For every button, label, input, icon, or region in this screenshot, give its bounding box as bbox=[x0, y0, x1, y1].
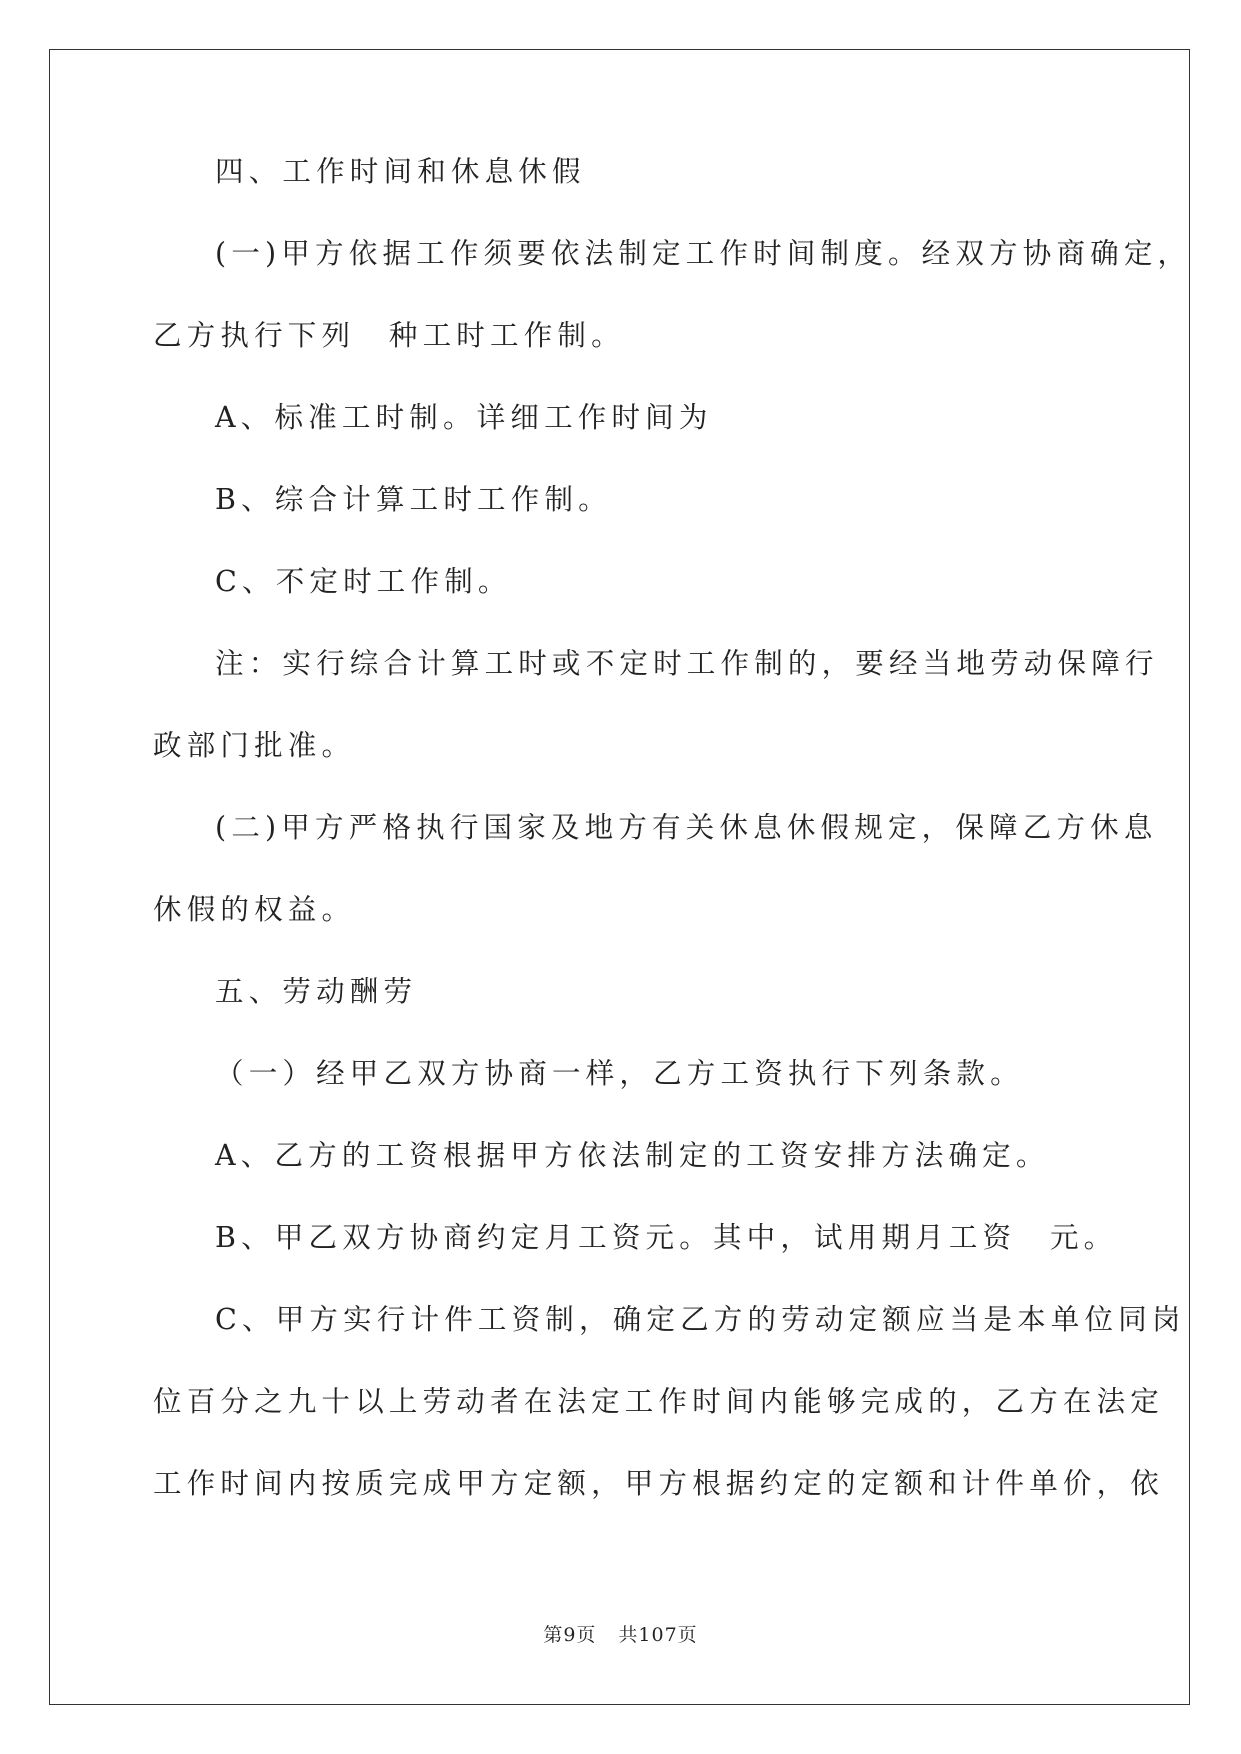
wage-option-c-line-3: 工作时间内按质完成甲方定额，甲方根据约定的定额和计件单价，依 bbox=[153, 1467, 1165, 1500]
clause-4-1-line-2: 乙方执行下列 种工时工作制。 bbox=[153, 319, 625, 352]
wage-option-c-line-1: C、甲方实行计件工资制，确定乙方的劳动定额应当是本单位同岗 bbox=[215, 1303, 1186, 1336]
clause-4-2-line-1: (二)甲方严格执行国家及地方有关休息休假规定，保障乙方休息 bbox=[215, 811, 1158, 844]
wage-option-c-line-2: 位百分之九十以上劳动者在法定工作时间内能够完成的，乙方在法定 bbox=[153, 1385, 1165, 1418]
note-line-1: 注：实行综合计算工时或不定时工作制的，要经当地劳动保障行 bbox=[215, 647, 1159, 680]
wage-option-a: A、乙方的工资根据甲方依法制定的工资安排方法确定。 bbox=[215, 1139, 1050, 1172]
page-total: 共107页 bbox=[618, 1624, 698, 1646]
option-a: A、标准工时制。详细工作时间为 bbox=[215, 401, 713, 434]
clause-4-1-line-1: (一)甲方依据工作须要依法制定工作时间制度。经双方协商确定， bbox=[215, 237, 1192, 270]
option-c: C、不定时工作制。 bbox=[215, 565, 512, 598]
section-heading-5: 五、劳动酬劳 bbox=[215, 975, 418, 1008]
page-number: 第9页 bbox=[543, 1624, 597, 1646]
clause-5-1: （一）经甲乙双方协商一样，乙方工资执行下列条款。 bbox=[215, 1057, 1024, 1090]
note-line-2: 政部门批准。 bbox=[153, 729, 356, 762]
page-footer bbox=[0, 1620, 1241, 1647]
clause-4-2-line-2: 休假的权益。 bbox=[153, 893, 356, 926]
wage-option-b: B、甲乙双方协商约定月工资元。其中，试用期月工资 元。 bbox=[215, 1221, 1118, 1254]
section-heading-4: 四、工作时间和休息休假 bbox=[215, 155, 586, 188]
option-b: B、综合计算工时工作制。 bbox=[215, 483, 612, 516]
